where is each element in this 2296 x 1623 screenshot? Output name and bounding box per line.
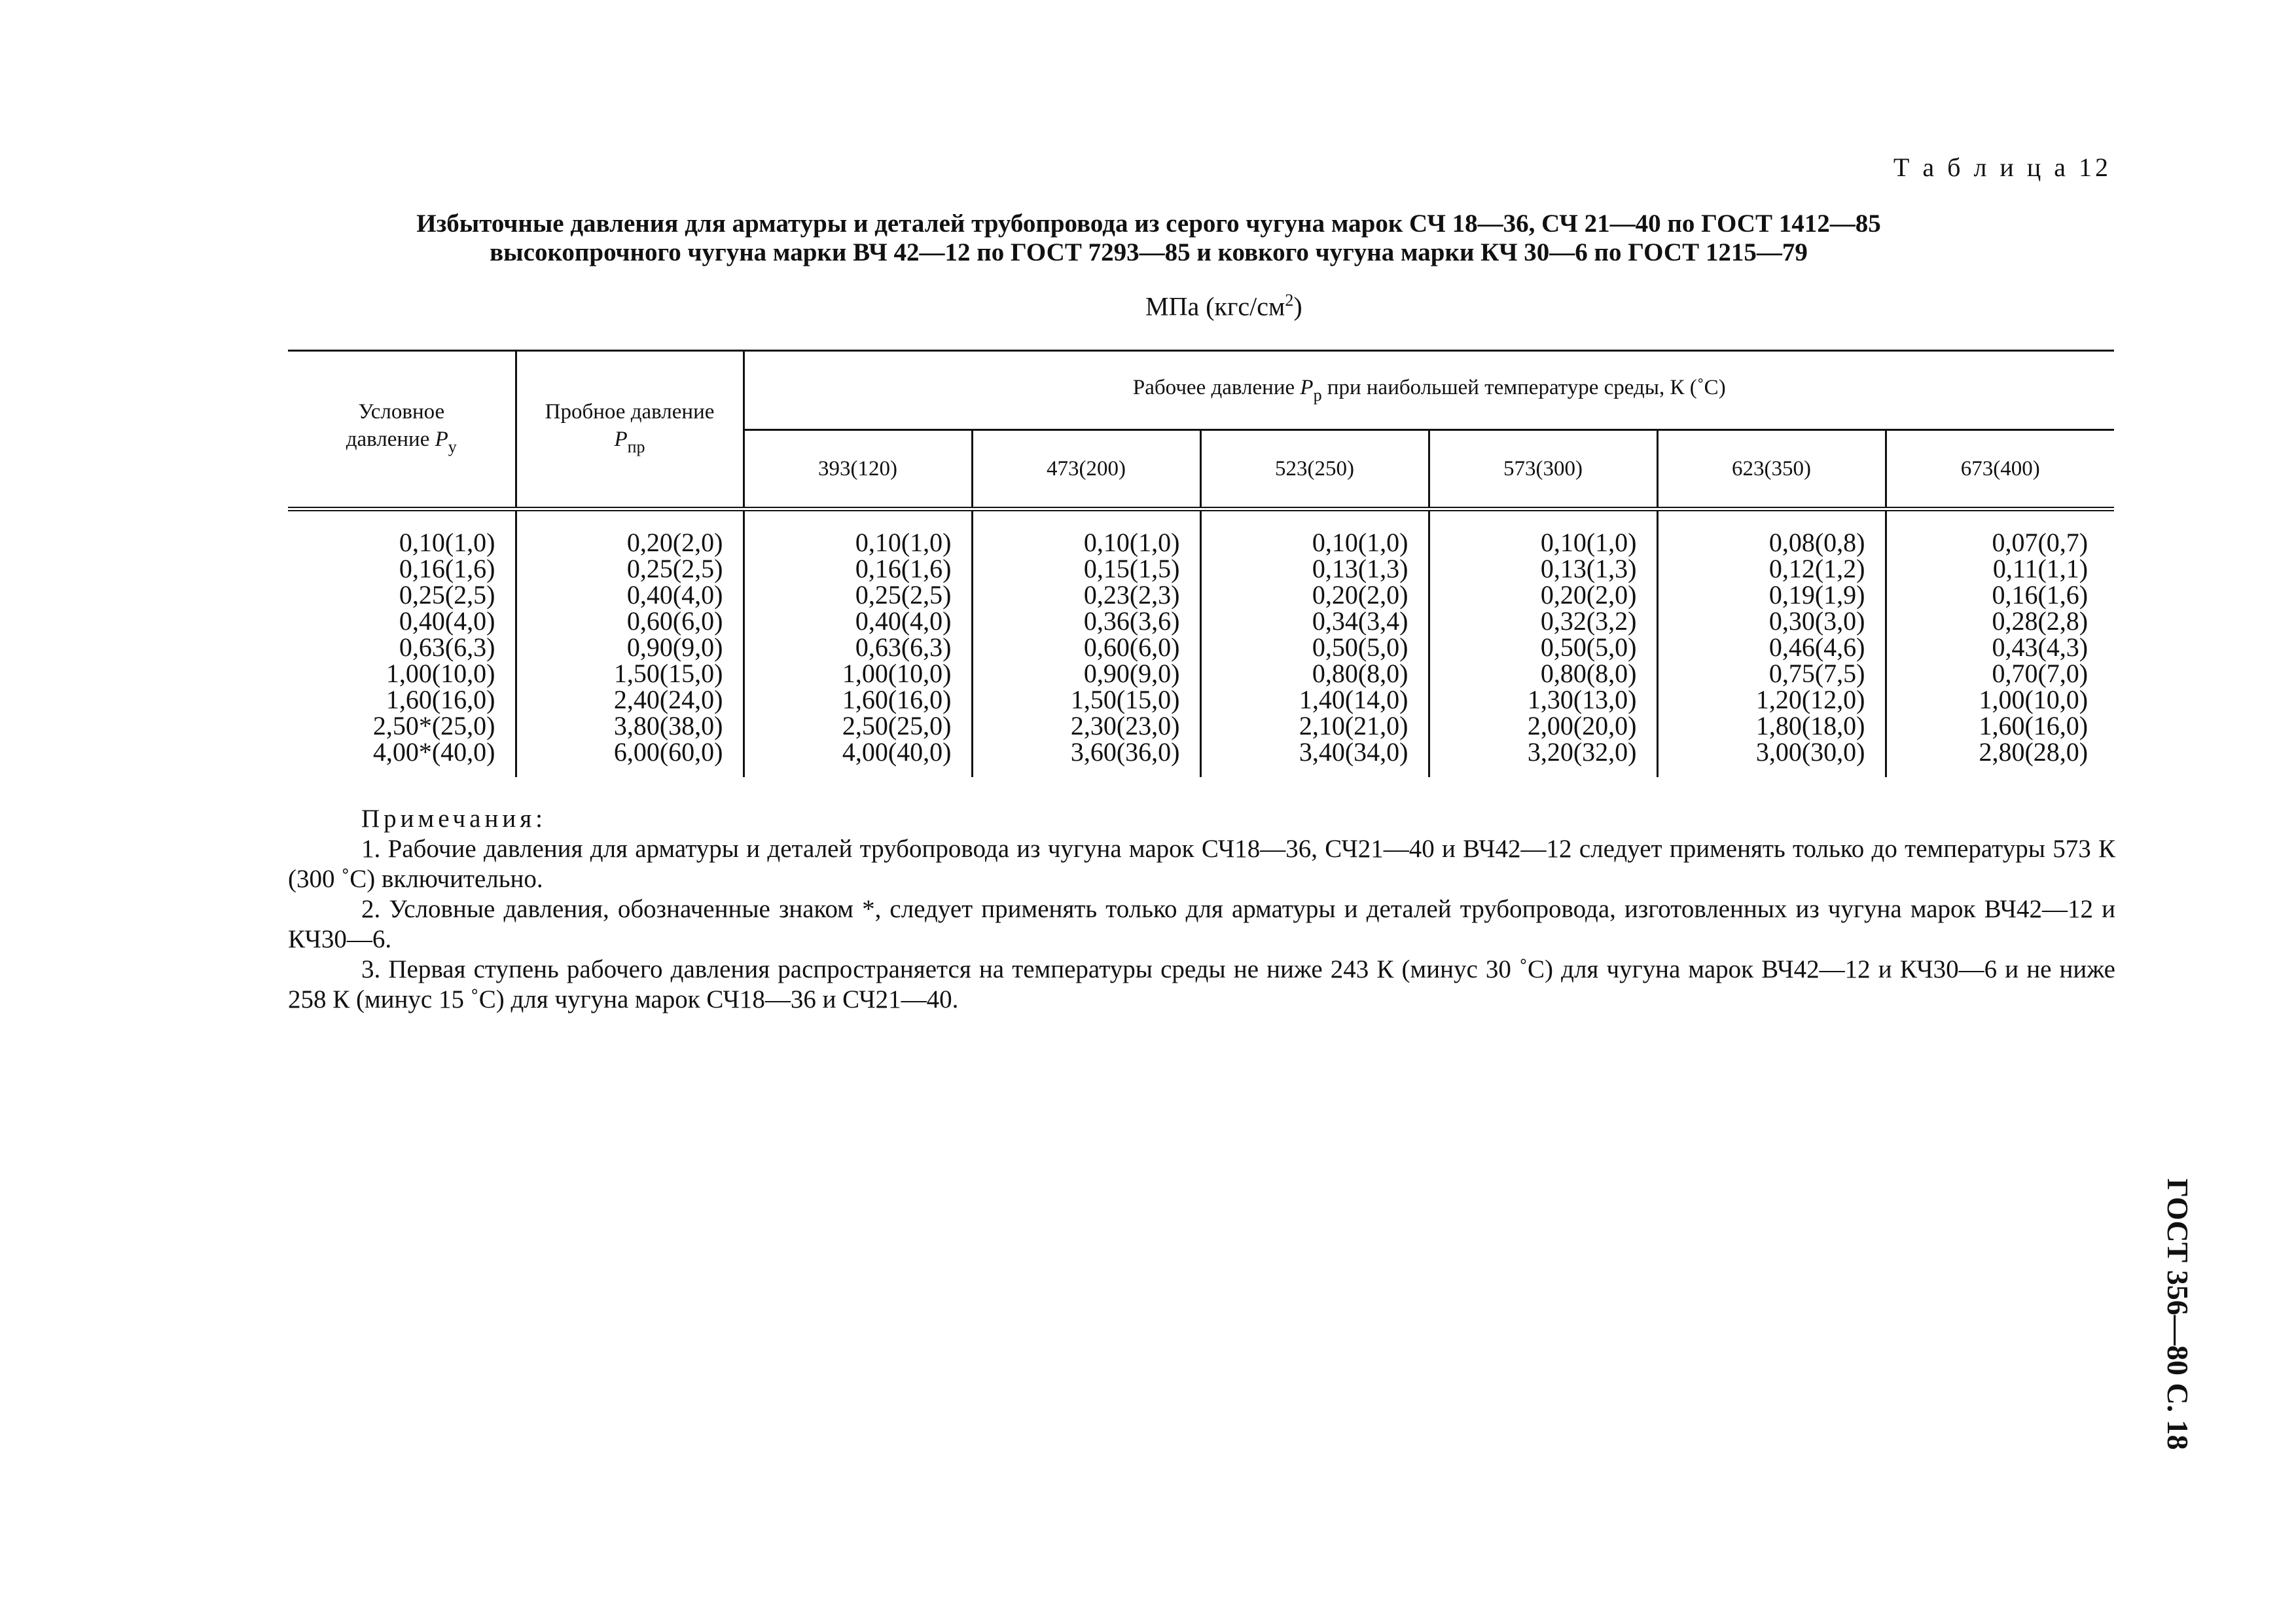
table-cell: 1,30(13,0)	[1527, 685, 1637, 714]
table-cell: 0,20(2,0)	[1312, 580, 1408, 610]
table-cell: 0,36(3,6)	[1083, 606, 1180, 636]
table-cell: 0,60(6,0)	[1083, 632, 1180, 662]
table-cell: 2,50*(25,0)	[372, 711, 495, 740]
table-cell: 2,30(23,0)	[1070, 711, 1180, 740]
table-cell: 3,80(38,0)	[613, 711, 723, 740]
header-working-pre: Рабочее давление	[1132, 375, 1300, 399]
table-cell: 0,75(7,5)	[1768, 659, 1865, 688]
units-close: )	[1293, 291, 1302, 321]
column-temp-5	[1657, 509, 1886, 778]
note-3: 3. Первая ступень рабочего давления распространяется на температуры среды не ниже 243 К (минус 30 ˚С) для чугуна марок ВЧ42—12 и КЧ30—6 и не ниже 258 К (минус 15 ˚С) для чугуна марок СЧ18—36 и СЧ21—40.	[288, 955, 2115, 1013]
units-caption	[1145, 291, 1302, 321]
column-test-pressure	[516, 509, 744, 778]
table-cell: 0,07(0,7)	[1992, 528, 2089, 557]
table-cell: 0,10(1,0)	[399, 528, 495, 557]
table-cell: 1,40(14,0)	[1299, 685, 1408, 714]
table-cell: 0,30(3,0)	[1768, 606, 1865, 636]
table-cell: 0,25(2,5)	[399, 580, 495, 610]
table-body-row	[288, 509, 2114, 778]
table-cell: 0,70(7,0)	[1992, 659, 2089, 688]
column-temp-4	[1429, 509, 1657, 778]
table-cell: 0,28(2,8)	[1992, 606, 2089, 636]
header-temp-5: 623(350)	[1657, 430, 1886, 509]
column-temp-1	[744, 509, 972, 778]
table-cell: 0,90(9,0)	[626, 632, 723, 662]
table-cell: 3,60(36,0)	[1070, 737, 1180, 767]
table-cell: 0,13(1,3)	[1540, 554, 1637, 583]
table-cell: 1,60(16,0)	[386, 685, 495, 714]
table-cell: 0,80(8,0)	[1312, 659, 1408, 688]
header-nominal-line-1: Условное	[358, 399, 445, 424]
table-cell: 0,23(2,3)	[1083, 580, 1180, 610]
header-test-symbol: P	[614, 427, 628, 451]
table-cell: 1,60(16,0)	[842, 685, 952, 714]
header-temp-2: 473(200)	[972, 430, 1200, 509]
note-1: 1. Рабочие давления для арматуры и деталей трубопровода из чугуна марок СЧ18—36, СЧ21—40 и ВЧ42—12 следует применять только до температуры 573 К (300 ˚С) включительно.	[288, 835, 2115, 893]
table-cell: 1,50(15,0)	[613, 659, 723, 688]
table-cell: 1,00(10,0)	[386, 659, 495, 688]
table-cell: 0,10(1,0)	[1312, 528, 1408, 557]
table-cell: 2,40(24,0)	[613, 685, 723, 714]
notes-section	[288, 804, 2115, 1015]
table-cell: 0,20(2,0)	[626, 528, 723, 557]
table-number-label: Т а б л и ц а 12	[1893, 153, 2111, 182]
table-cell: 0,63(6,3)	[399, 632, 495, 662]
table-cell: 0,15(1,5)	[1083, 554, 1180, 583]
header-working-symbol: P	[1300, 375, 1314, 399]
table-cell: 3,00(30,0)	[1755, 737, 1865, 767]
header-nominal-line-2: давление	[346, 427, 435, 451]
table-cell: 0,43(4,3)	[1992, 632, 2089, 662]
header-temp-6: 673(400)	[1960, 456, 2040, 481]
table-cell: 0,25(2,5)	[855, 580, 952, 610]
table-cell: 0,19(1,9)	[1768, 580, 1865, 610]
table-cell: 6,00(60,0)	[613, 737, 723, 767]
header-nominal-symbol: P	[435, 427, 448, 451]
table-title	[281, 210, 2016, 267]
table-cell: 0,13(1,3)	[1312, 554, 1408, 583]
pressure-table	[288, 350, 2114, 777]
table-cell: 0,50(5,0)	[1540, 632, 1637, 662]
header-nominal-subscript: у	[448, 437, 457, 456]
table-cell: 1,60(16,0)	[1979, 711, 2089, 740]
table-cell: 0,16(1,6)	[1992, 580, 2089, 610]
table-cell: 0,08(0,8)	[1768, 528, 1865, 557]
table-title-line-2: высокопрочного чугуна марки ВЧ 42—12 по ГОСТ 7293—85 и ковкого чугуна марки КЧ 30—6 по ГОСТ 1215—79	[490, 238, 1808, 266]
table-cell: 0,10(1,0)	[855, 528, 952, 557]
table-cell: 0,46(4,6)	[1768, 632, 1865, 662]
column-temp-6	[1886, 509, 2114, 778]
table-cell: 1,00(10,0)	[1979, 685, 2089, 714]
table-cell: 3,20(32,0)	[1527, 737, 1637, 767]
table-cell: 0,40(4,0)	[626, 580, 723, 610]
table-cell: 0,60(6,0)	[626, 606, 723, 636]
table-cell: 0,16(1,6)	[399, 554, 495, 583]
table-cell: 0,63(6,3)	[855, 632, 952, 662]
header-working-post: при наибольшей температуре среды, К (˚С)	[1321, 375, 1726, 399]
header-working-subscript: р	[1313, 385, 1322, 405]
table-cell: 3,40(34,0)	[1299, 737, 1408, 767]
table-cell: 0,50(5,0)	[1312, 632, 1408, 662]
table-cell: 1,80(18,0)	[1755, 711, 1865, 740]
table-cell: 0,25(2,5)	[626, 554, 723, 583]
table-cell: 0,40(4,0)	[855, 606, 952, 636]
table-cell: 0,80(8,0)	[1540, 659, 1637, 688]
table-cell: 4,00*(40,0)	[372, 737, 495, 767]
column-temp-3	[1200, 509, 1429, 778]
table-cell: 0,10(1,0)	[1083, 528, 1180, 557]
table-cell: 0,32(3,2)	[1540, 606, 1637, 636]
header-temp-3: 523(250)	[1200, 430, 1429, 509]
header-temp-1: 393(120)	[744, 430, 972, 509]
table-cell: 0,90(9,0)	[1083, 659, 1180, 688]
column-temp-2	[972, 509, 1200, 778]
table-cell: 0,16(1,6)	[855, 554, 952, 583]
column-nominal-pressure	[288, 509, 516, 778]
table-cell: 0,11(1,1)	[1992, 554, 2089, 583]
units-superscript: 2	[1285, 291, 1294, 310]
notes-title: Примечания:	[361, 805, 547, 833]
header-nominal-pressure	[288, 351, 516, 509]
header-test-line-1: Пробное давление	[545, 399, 715, 424]
note-2: 2. Условные давления, обозначенные знаком *, следует применять только для арматуры и деталей трубопровода, изготовленных из чугуна марок ВЧ42—12 и КЧ30—6.	[288, 895, 2115, 953]
table-cell: 0,20(2,0)	[1540, 580, 1637, 610]
table-cell: 1,50(15,0)	[1070, 685, 1180, 714]
table-cell: 1,00(10,0)	[842, 659, 952, 688]
table-cell: 4,00(40,0)	[842, 737, 952, 767]
header-test-pressure	[516, 351, 744, 509]
table-cell: 0,40(4,0)	[399, 606, 495, 636]
page-side-label: ГОСТ 356—80 С. 18	[2161, 1178, 2195, 1450]
table-cell: 0,10(1,0)	[1540, 528, 1637, 557]
table-cell: 0,34(3,4)	[1312, 606, 1408, 636]
header-working-pressure	[744, 351, 2114, 430]
table-cell: 2,00(20,0)	[1527, 711, 1637, 740]
header-temp-4: 573(300)	[1429, 430, 1657, 509]
table-cell: 2,10(21,0)	[1299, 711, 1408, 740]
table-cell: 0,12(1,2)	[1768, 554, 1865, 583]
table-cell: 2,80(28,0)	[1979, 737, 2089, 767]
table-cell: 2,50(25,0)	[842, 711, 952, 740]
table-title-line-1: Избыточные давления для арматуры и деталей трубопровода из серого чугуна марок СЧ 18—36, СЧ 21—40 по ГОСТ 1412—85	[416, 210, 1881, 238]
table-cell: 1,20(12,0)	[1755, 685, 1865, 714]
header-test-subscript: пр	[627, 437, 645, 456]
units-main: МПа (кгс/см	[1145, 291, 1285, 321]
